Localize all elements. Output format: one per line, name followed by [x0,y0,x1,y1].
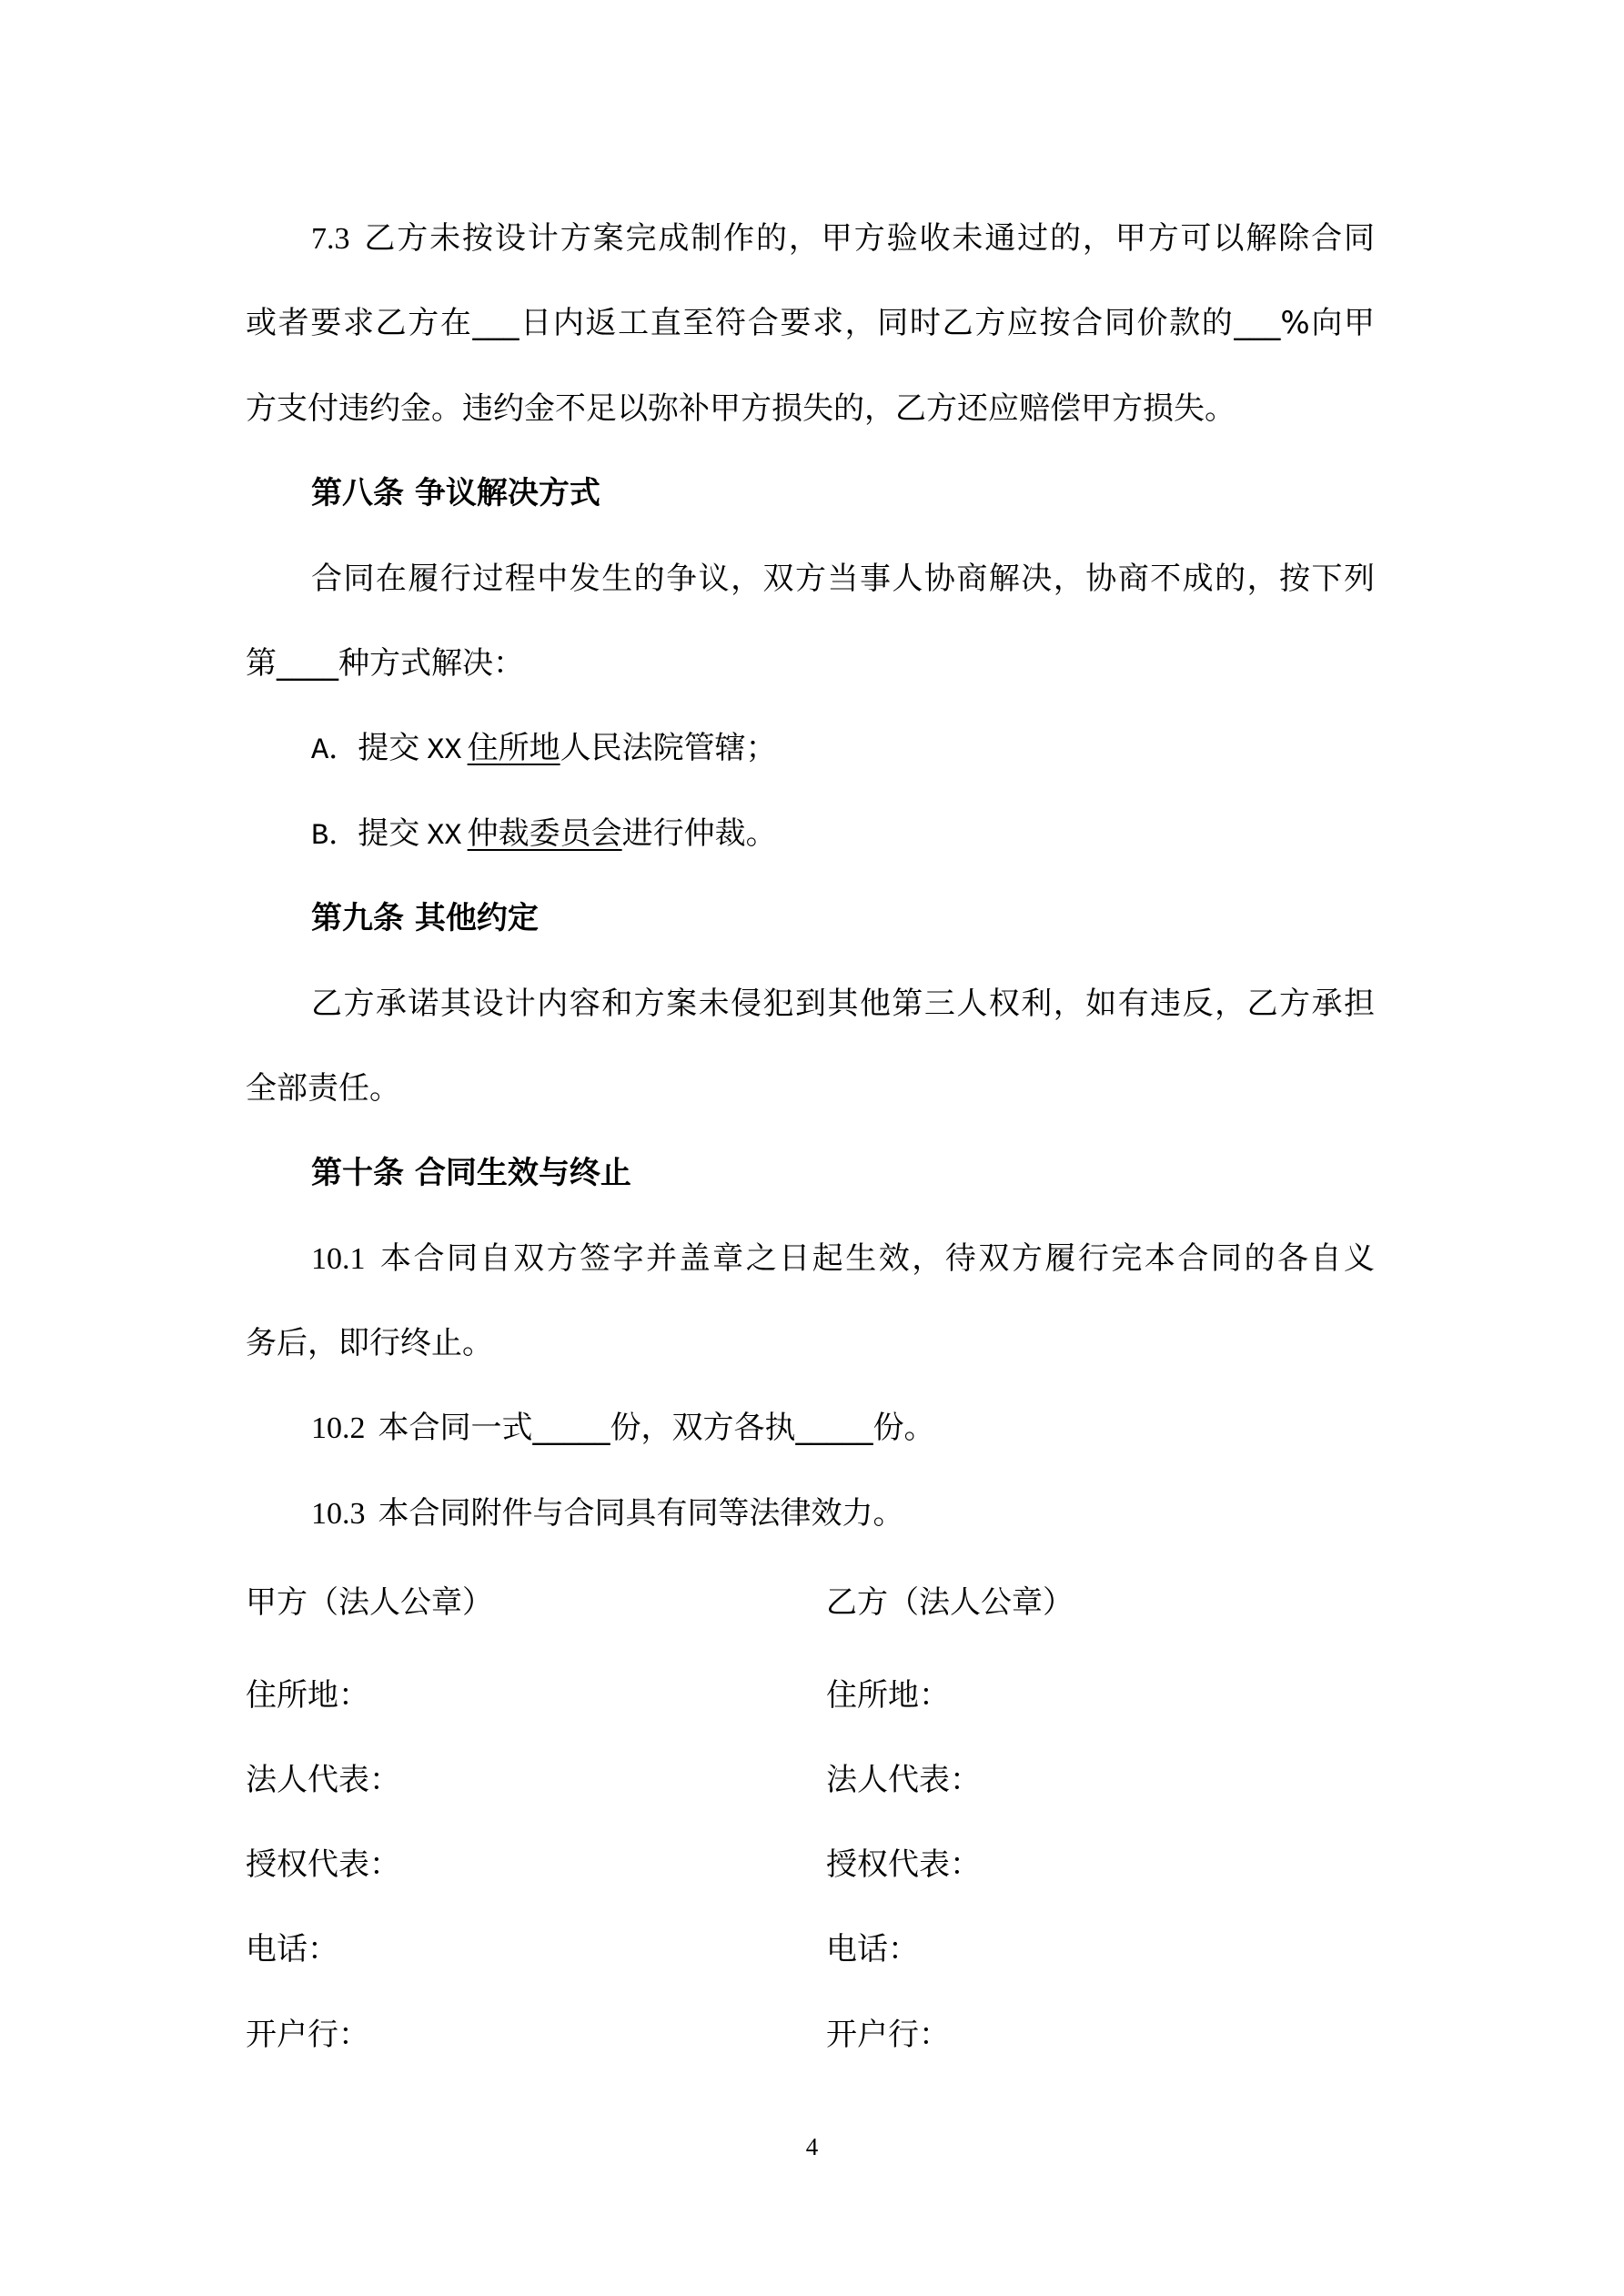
signature-row-legal-rep [246,1738,1375,1823]
party-a-phone-label: 电话： [246,1931,338,1967]
party-a-authorized-rep-label: 授权代表： [246,1846,400,1883]
option-text: 人民法院管辖； [560,730,777,767]
clause-number: 10.3 [311,1496,366,1531]
party-b-address-label: 住所地： [826,1677,950,1714]
signature-row-phone [246,1907,1375,1992]
signature-row-authorized-rep [246,1823,1375,1907]
article-text: 第 [246,644,277,682]
option-letter: A． [311,733,358,768]
contract-body [246,197,1375,1556]
clause-10-3 [246,1472,1375,1556]
clause-text: 乙方未按设计方案完成制作的，甲方验收未通过的，甲方可以解除合同 [362,220,1375,257]
option-text: 提交 [358,730,420,767]
article-8-line-1 [246,537,1375,622]
clause-number: 7.3 [311,222,350,256]
clause-7-3-line-1 [246,197,1375,281]
signature-row-bank [246,1993,1375,2078]
page-number: 4 [805,2133,819,2160]
party-b-phone-label: 电话： [826,1931,919,1967]
clause-text: %向甲 [1280,305,1376,342]
clause-10-1-line-1 [246,1217,1375,1301]
article-text: 全部责任。 [246,1069,400,1107]
option-text: 进行仲裁。 [621,814,777,852]
article-text: 合同在履行过程中发生的争议，双方当事人协商解决，协商不成的，按下列 [311,560,1375,597]
clause-number: 10.2 [311,1411,366,1446]
party-b-legal-rep-label: 法人代表： [826,1762,981,1798]
party-a-bank-label: 开户行： [246,2017,369,2053]
article-text: 乙方承诺其设计内容和方案未侵犯到其他第三人权利，如有违反，乙方承担 [311,985,1375,1022]
clause-number: 10.1 [311,1241,366,1276]
option-b [246,792,1375,876]
clause-text: 本合同一式 [378,1410,533,1447]
clause-text: 本合同附件与合同具有同等法律效力。 [378,1494,904,1532]
article-9-line-2 [246,1047,1375,1131]
party-a-legal-rep-label: 法人代表： [246,1762,400,1798]
party-a-address-label: 住所地： [246,1677,369,1714]
fill-in-blank: ____ [277,644,338,682]
underlined-text: 仲裁委员会 [467,814,622,852]
article-9-heading: 第九条 其他约定 [311,900,539,937]
clause-10-2 [246,1386,1375,1471]
fill-in-blank: _____ [532,1410,610,1447]
party-b-title: 乙方（法人公章） [826,1584,1074,1621]
clause-text: 或者要求乙方在 [246,305,473,342]
article-10-heading: 第十条 合同生效与终止 [311,1155,631,1192]
article-text: 种方式解决： [338,644,524,682]
clause-10-1-line-2 [246,1301,1375,1386]
party-b-bank-label: 开户行： [826,2017,950,2053]
clause-7-3-line-3 [246,367,1375,451]
clause-text: 份，双方各执 [610,1410,796,1447]
signature-row-title [246,1561,1375,1645]
clause-text: 方支付违约金。违约金不足以弥补甲方损失的，乙方还应赔偿甲方损失。 [246,389,1236,427]
clause-text: 务后，即行终止。 [246,1325,493,1362]
fill-in-blank: _____ [795,1410,873,1447]
clause-text: 日内返工直至符合要求，同时乙方应按合同价款的 [519,305,1235,342]
party-b-authorized-rep-label: 授权代表： [826,1846,981,1883]
underlined-text: 住所地 [467,730,560,767]
fill-in-blank: ___ [472,305,519,342]
signature-row-address [246,1654,1375,1738]
option-letter: B． [311,818,358,853]
article-8-line-2 [246,622,1375,706]
placeholder-xx: XX [427,818,462,853]
clause-text: 份。 [873,1410,935,1447]
article-9-line-1 [246,962,1375,1047]
clause-7-3-line-2 [246,281,1375,366]
party-a-title: 甲方（法人公章） [246,1584,493,1621]
option-text: 提交 [358,814,420,852]
option-a [246,706,1375,791]
placeholder-xx: XX [427,733,462,768]
article-8-heading: 第八条 争议解决方式 [311,475,600,512]
fill-in-blank: ___ [1234,305,1281,342]
clause-text: 本合同自双方签字并盖章之日起生效，待双方履行完本合同的各自义 [378,1239,1375,1277]
